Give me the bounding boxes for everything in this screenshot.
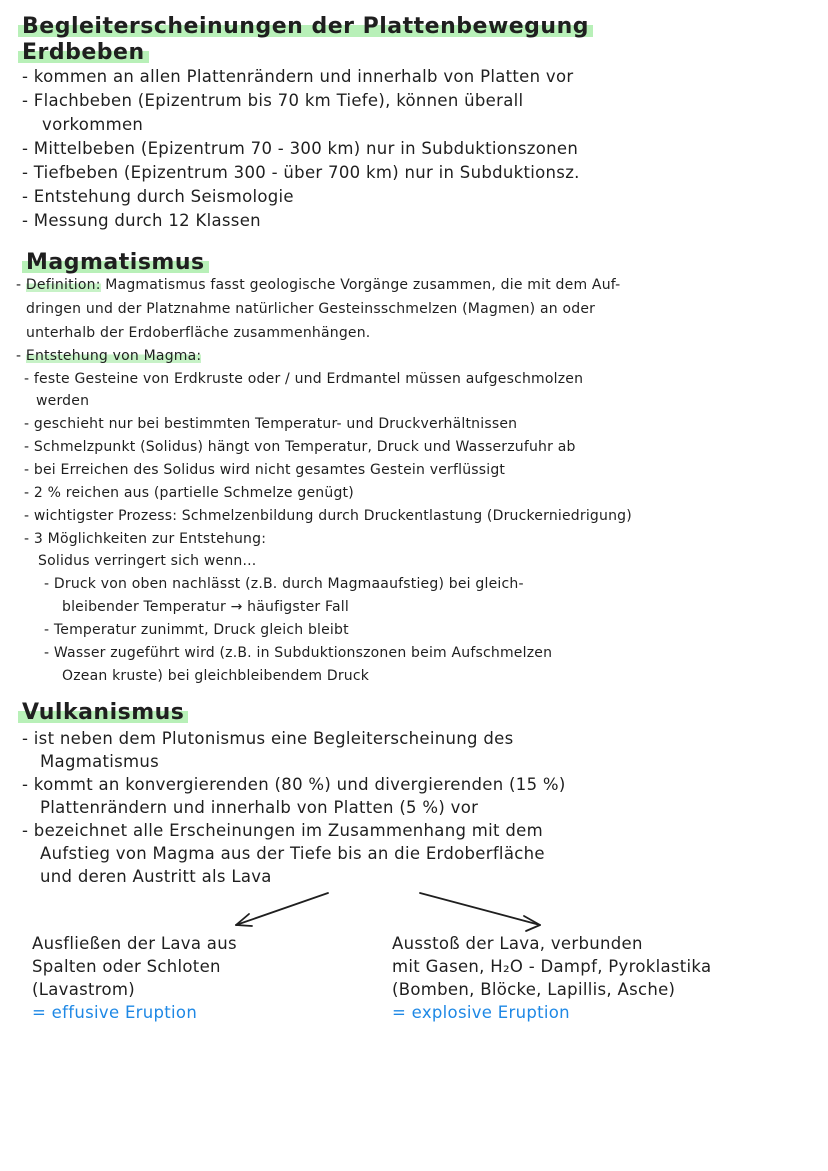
entstehung-heading: - Entstehung von Magma: bbox=[16, 348, 202, 364]
effusive-line-2: Spalten oder Schloten bbox=[32, 957, 221, 976]
definition-label: Definition: bbox=[25, 277, 101, 293]
section-title-magmatismus: Magmatismus bbox=[22, 250, 209, 275]
vulkan-line-5: - bezeichnet alle Erscheinungen im Zusammenhang mit dem bbox=[22, 821, 543, 840]
vulkan-line-2: Magmatismus bbox=[40, 752, 160, 771]
erdbeben-line-4: - Mittelbeben (Epizentrum 70 - 300 km) nur in Subduktionszonen bbox=[22, 139, 579, 158]
section-title-vulkanismus: Vulkanismus bbox=[18, 700, 188, 725]
vulkan-line-3: - kommt an konvergierenden (80 %) und divergierenden (15 %) bbox=[22, 775, 566, 794]
erdbeben-line-1: - kommen an allen Plattenrändern und innerhalb von Platten vor bbox=[22, 67, 574, 86]
erdbeben-line-2: - Flachbeben (Epizentrum bis 70 km Tiefe), können überall bbox=[22, 91, 524, 110]
effusive-result: = effusive Eruption bbox=[32, 1003, 198, 1022]
magma-line-12: - Temperatur zunimmt, Druck gleich bleibt bbox=[44, 622, 349, 638]
definition-line-3: unterhalb der Erdoberfläche zusammenhängen. bbox=[26, 325, 371, 341]
magma-line-6: - 2 % reichen aus (partielle Schmelze genügt) bbox=[24, 485, 354, 501]
magma-line-3: - geschieht nur bei bestimmten Temperatur- und Druckverhältnissen bbox=[24, 416, 518, 432]
magma-line-9: Solidus verringert sich wenn... bbox=[38, 553, 257, 569]
magma-line-5: - bei Erreichen des Solidus wird nicht gesamtes Gestein verflüssigt bbox=[24, 462, 506, 478]
arrow-left bbox=[236, 893, 328, 925]
explosive-line-1: Ausstoß der Lava, verbunden bbox=[392, 934, 643, 953]
magma-line-8: - 3 Möglichkeiten zur Entstehung: bbox=[24, 531, 267, 547]
erdbeben-line-6: - Entstehung durch Seismologie bbox=[22, 187, 294, 206]
vulkan-line-6: Aufstieg von Magma aus der Tiefe bis an die Erdoberfläche bbox=[40, 844, 545, 863]
magma-line-13: - Wasser zugeführt wird (z.B. in Subduktionszonen beim Aufschmelzen bbox=[44, 645, 553, 661]
vulkan-line-7: und deren Austritt als Lava bbox=[40, 867, 272, 886]
magma-line-11: bleibender Temperatur → häufigster Fall bbox=[62, 599, 349, 615]
magma-line-2: werden bbox=[36, 393, 90, 409]
erdbeben-line-7: - Messung durch 12 Klassen bbox=[22, 211, 261, 230]
magma-line-14: Ozean kruste) bei gleichbleibendem Druck bbox=[62, 668, 370, 684]
effusive-line-1: Ausfließen der Lava aus bbox=[32, 934, 237, 953]
definition-line-1: - Definition: Magmatismus fasst geologische Vorgänge zusammen, die mit dem Auf- bbox=[16, 277, 621, 293]
magma-line-7: - wichtigster Prozess: Schmelzenbildung durch Druckentlastung (Druckerniedrigung) bbox=[24, 508, 632, 524]
section-title-begleiterscheinungen: Begleiterscheinungen der Plattenbewegung bbox=[18, 14, 593, 39]
magma-line-1: - feste Gesteine von Erdkruste oder / und Erdmantel müssen aufgeschmolzen bbox=[24, 371, 584, 387]
effusive-line-3: (Lavastrom) bbox=[32, 980, 136, 999]
vulkan-line-1: - ist neben dem Plutonismus eine Begleiterscheinung des bbox=[22, 729, 514, 748]
magma-line-10: - Druck von oben nachlässt (z.B. durch Magmaaufstieg) bei gleich- bbox=[44, 576, 524, 592]
arrow-right bbox=[420, 893, 540, 925]
erdbeben-line-5: - Tiefbeben (Epizentrum 300 - über 700 km) nur in Subduktionsz. bbox=[22, 163, 580, 182]
subtitle-erdbeben: Erdbeben bbox=[18, 40, 149, 65]
explosive-line-3: (Bomben, Blöcke, Lapillis, Asche) bbox=[392, 980, 676, 999]
definition-line-2: dringen und der Platznahme natürlicher Gesteinsschmelzen (Magmen) an oder bbox=[26, 301, 596, 317]
explosive-result: = explosive Eruption bbox=[392, 1003, 570, 1022]
explosive-line-2: mit Gasen, H₂O - Dampf, Pyroklastika bbox=[392, 957, 712, 976]
magma-line-4: - Schmelzpunkt (Solidus) hängt von Temperatur, Druck und Wasserzufuhr ab bbox=[24, 439, 576, 455]
erdbeben-line-3: vorkommen bbox=[42, 115, 144, 134]
definition-text-1: Magmatismus fasst geologische Vorgänge zusammen, die mit dem Auf- bbox=[105, 277, 621, 293]
vulkan-line-4: Plattenrändern und innerhalb von Platten (5 %) vor bbox=[40, 798, 479, 817]
